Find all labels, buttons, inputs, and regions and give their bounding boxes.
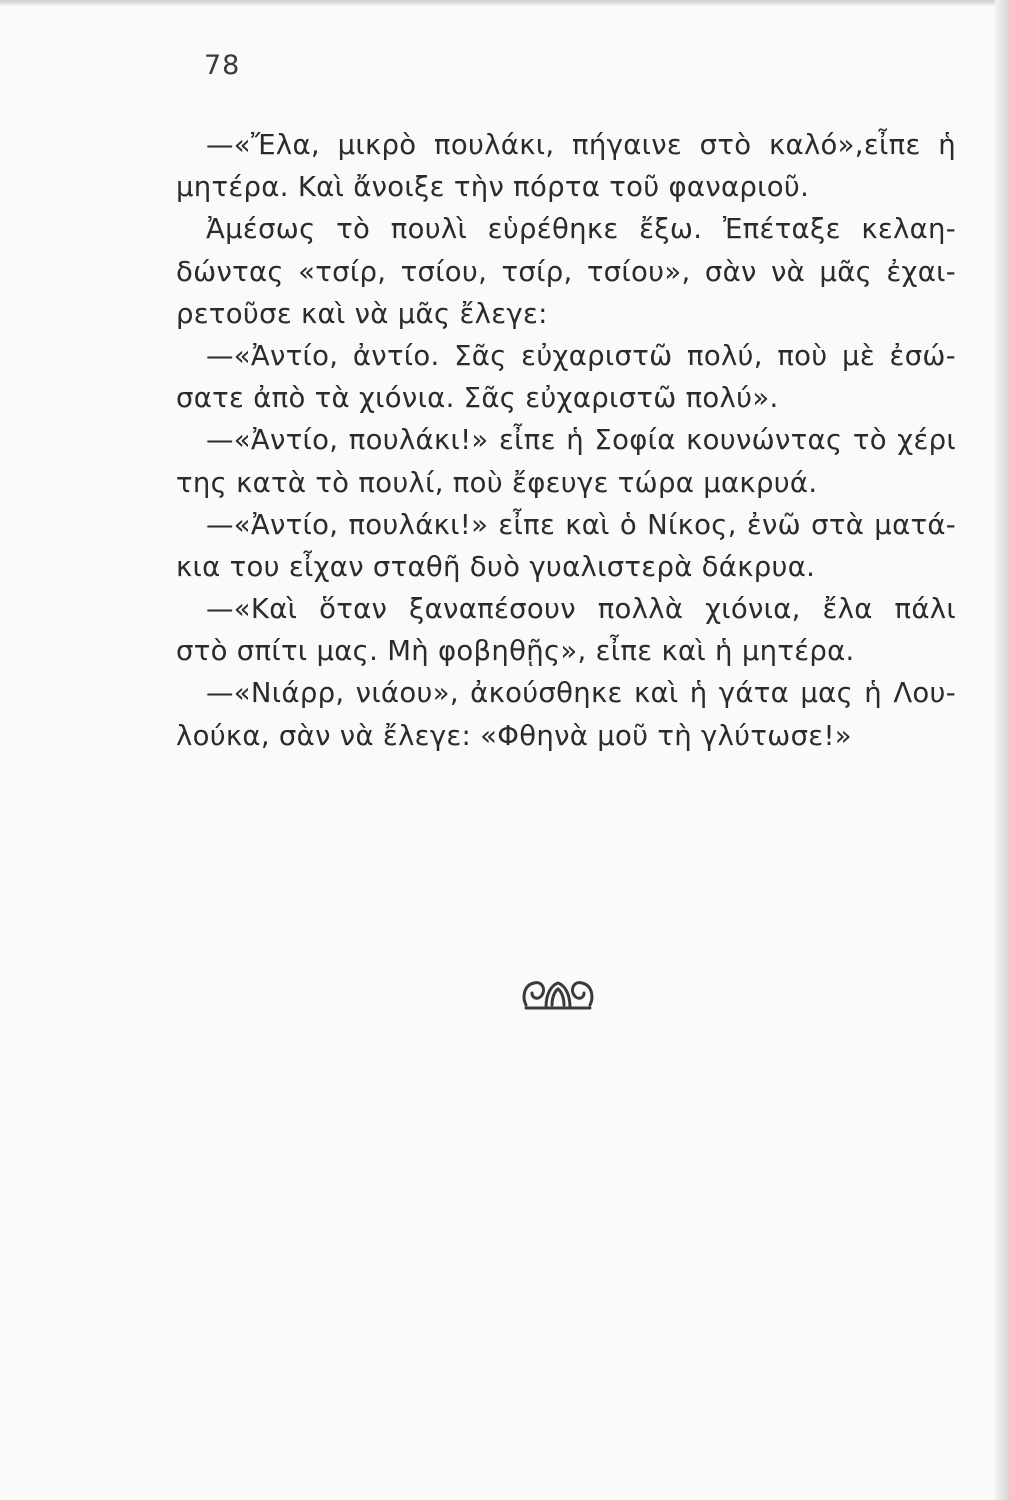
decorative-ornament-icon [520,975,596,1015]
text-line: Ἀμέσως τὸ πουλὶ εὑρέθηκε ἔξω. Ἐπέταξε κελαη- [206,213,956,246]
text-line: —«Ἀντίο, πουλάκι!» εἶπε καὶ ὁ Νίκος, ἐνῶ στὰ ματά- [206,508,956,541]
page-number: 78 [204,50,241,81]
text-line: —«Ἀντίο, ἀντίο. Σᾶς εὐχαριστῶ πολύ, ποὺ μὲ ἐσώ- [206,339,956,372]
text-line: —«Νιάρρ, νιάου», ἀκούσθηκε καὶ ἡ γάτα μας ἡ Λου- [206,677,956,710]
text-line: ρετοῦσε καὶ νὰ μᾶς ἔλεγε: [176,297,548,330]
text-line: —«Ἀντίο, πουλάκι!» εἶπε ἡ Σοφία κουνώντας τὸ χέρι [206,424,956,457]
page-right-edge [995,0,1009,1500]
text-line: στὸ σπίτι μας. Μὴ φοβηθῇς», εἶπε καὶ ἡ μητέρα. [176,635,855,668]
text-line: μητέρα. Καὶ ἄνοιξε τὴν πόρτα τοῦ φαναριοῦ. [176,171,810,204]
page-top-edge [0,0,1009,6]
text-line: λούκα, σὰν νὰ ἔλεγε: «Φθηνὰ μοῦ τὴ γλύτωσε!» [176,719,852,752]
text-line: σατε ἀπὸ τὰ χιόνια. Σᾶς εὐχαριστῶ πολύ». [176,382,779,415]
text-line: κια του εἶχαν σταθῆ δυὸ γυαλιστερὰ δάκρυα. [176,550,816,583]
text-line: της κατὰ τὸ πουλί, ποὺ ἔφευγε τώρα μακρυά. [176,466,818,499]
text-line: δώντας «τσίρ, τσίου, τσίρ, τσίου», σὰν νὰ μᾶς ἐχαι- [176,255,956,288]
text-line: —«Ἔλα, μικρὸ πουλάκι, πήγαινε στὸ καλό»,εἶπε ἡ [206,129,956,161]
text-line: —«Καὶ ὅταν ξαναπέσουν πολλὰ χιόνια, ἔλα πάλι [206,593,956,626]
text-block [176,124,956,757]
